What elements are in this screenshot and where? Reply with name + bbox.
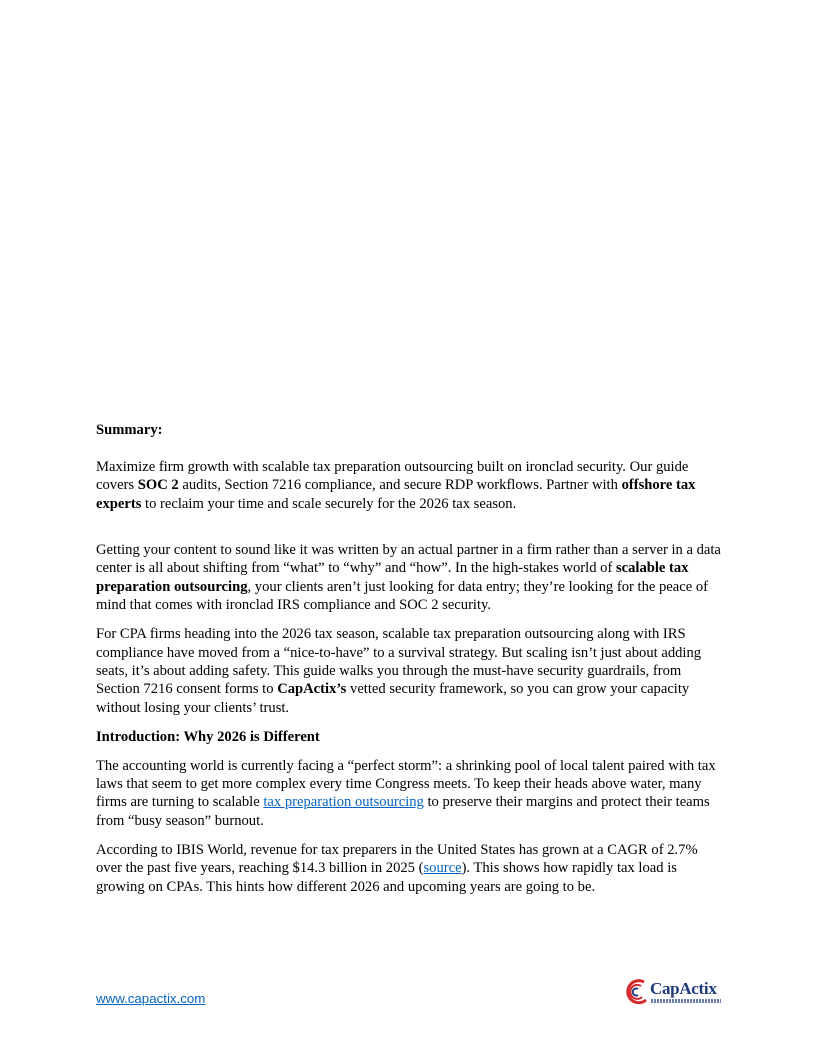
capactix-logo xyxy=(624,978,724,1006)
logo-swoosh-icon xyxy=(624,978,650,1006)
intro-text-4: vetted security framework, so you can grow your capacity without losing your clients’ trust. xyxy=(96,681,690,716)
intro-paragraph-2 xyxy=(96,625,724,717)
source-link[interactable]: source xyxy=(423,860,462,877)
intro-text-3: For CPA firms heading into the 2026 tax season, scalable tax preparation outsourcing along with IRS compliance have moved from a “nice-to-have” to a survival strategy. But scaling isn’t just about adding seats, it’s about adding safety. This guide walks you through the must-have security guardrails, from Section 7216 consent forms to xyxy=(96,626,702,698)
footer-website-link[interactable]: www.capactix.com xyxy=(96,991,206,1006)
section-text-2: to preserve their margins and protect their teams from “busy season” burnout. xyxy=(96,794,710,829)
section-heading: Introduction: Why 2026 is Different xyxy=(96,728,320,745)
summary-heading: Summary: xyxy=(96,422,163,438)
section-paragraph-2 xyxy=(96,841,724,896)
intro-text-2: , your clients aren’t just looking for data entry; they’re looking for the peace of mind that comes with ironclad IRS compliance and SOC 2 security. xyxy=(96,578,709,614)
section-paragraph-1 xyxy=(96,757,724,831)
summary-paragraph xyxy=(96,458,724,513)
section-text-3: According to IBIS World, revenue for tax preparers in the United States has grown at a CAGR of 2.7% over the past five years, reaching $14.3 billion in 2025 ( xyxy=(96,841,698,877)
summary-bold-experts: offshore tax experts xyxy=(96,477,696,512)
summary-text-2: audits, Section 7216 compliance, and secure RDP workflows. Partner with xyxy=(178,477,622,494)
logo-wordmark: CapActix xyxy=(650,979,717,998)
summary-bold-soc2: SOC 2 xyxy=(137,477,179,494)
intro-text-1: Getting your content to sound like it was written by an actual partner in a firm rather than a server in a data center is all about shifting from “what” to “why” and “how”. In the high-stakes world of xyxy=(96,542,721,577)
section-text-4: ). This shows how rapidly tax load is growing on CPAs. This hints how different 2026 and upcoming years are going to be. xyxy=(96,860,677,895)
intro-bold-scalable: scalable tax preparation outsourcing xyxy=(96,560,689,595)
tax-outsourcing-link[interactable]: tax preparation outsourcing xyxy=(263,794,424,811)
summary-text-3: to reclaim your time and scale securely for the 2026 tax season. xyxy=(141,495,517,512)
summary-section xyxy=(96,421,724,513)
intro-paragraph-1 xyxy=(96,541,724,615)
intro-bold-capactix: CapActix’s xyxy=(277,681,347,698)
summary-text-1: Maximize firm growth with scalable tax preparation outsourcing built on ironclad security. Our guide covers xyxy=(96,458,689,494)
intro-section xyxy=(96,541,724,896)
section-text-1: The accounting world is currently facing a “perfect storm”: a shrinking pool of local talent paired with tax laws that seem to get more complex every time Congress meets. To keep their heads above water, many firms are turning to scalable xyxy=(96,757,716,811)
logo-tagline xyxy=(651,999,721,1003)
